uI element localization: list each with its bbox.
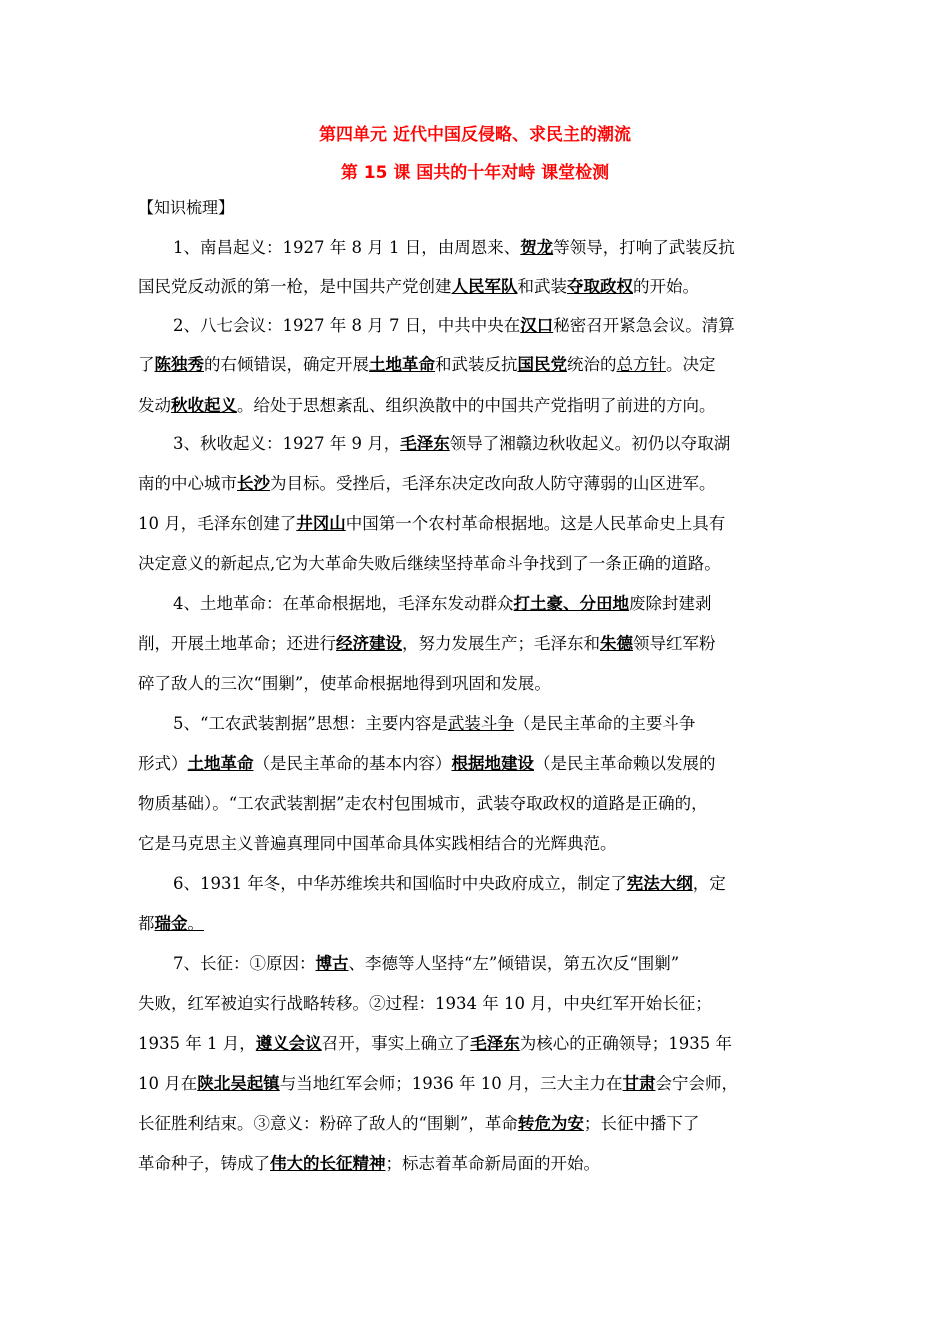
text-line [138,353,716,377]
text-segment: 革命种子，铸成了 [138,1154,270,1173]
text-segment: 2、八七会议：1927 年 8 月 7 日，中共中央在 [173,316,521,335]
answer-keyword: 瑞金 [154,914,188,933]
text-segment: 和武装 [517,277,567,296]
text-segment: 物质基础）。“工农武装割据”走农村包围城市，武装夺取政权的道路是正确的， [138,794,708,813]
text-segment: 统治的 [567,355,617,374]
text-segment: 7、长征：①原因： [173,954,316,973]
text-segment: 碎了敌人的三次“围剿”，使革命根据地得到巩固和发展。 [138,674,551,693]
answer-keyword: 陈独秀 [154,355,204,374]
text-segment: 形式） [138,754,188,773]
text-segment: 的开始。 [633,277,699,296]
answer-keyword: 毛泽东 [400,434,450,453]
text-line [138,552,721,576]
answer-keyword: 根据地建设 [451,754,534,773]
text-segment: 4、土地革命：在革命根据地，毛泽东发动群众 [173,594,514,613]
text-segment: 为目标。受挫后，毛泽东决定改向敌人防守薄弱的山区进军。 [270,474,716,493]
text-line [138,1032,732,1056]
answer-keyword: 人民军队 [451,277,518,296]
answer-keyword: 长沙 [237,474,270,493]
answer-keyword: 伟大的长征精神 [270,1154,386,1173]
text-segment: 会宁会师， [655,1074,738,1093]
text-segment: 、李德等人坚持“左”倾错误，第五次反“围剿” [348,954,680,973]
text-segment: ，努力发展生产；毛泽东和 [402,634,600,653]
text-segment: 和武装反抗 [435,355,518,374]
text-line [138,1072,738,1096]
answer-keyword: 土地革命 [187,754,254,773]
underlined-text: 总方针 [616,355,666,374]
answer-keyword: 夺取政权 [567,277,633,296]
text-segment: 1935 年 1 月， [138,1034,256,1053]
answer-keyword: 经济建设 [336,634,402,653]
answer-keyword: 汉口 [520,316,554,335]
text-segment: 中国第一个农村革命根据地。这是人民革命史上具有 [345,514,726,533]
text-line [138,472,716,496]
text-line [138,752,716,776]
text-segment: 10 月，毛泽东创建了 [138,514,297,533]
text-segment: 。给处于思想紊乱、组织涣散中的中国共产党指明了前进的方向。 [237,396,716,415]
text-segment: 5、“工农武装割据”思想：主要内容是 [173,714,448,733]
text-segment: 它是马克思主义普遍真理同中国革命具体实践相结合的光辉典范。 [138,834,617,853]
text-segment: 决定意义的新起点,它为大革命失败后继续坚持革命斗争找到了一条正确的道路。 [138,554,721,573]
underlined-text: 武装斗争 [447,714,514,733]
section-heading: 【知识梳理】 [138,198,235,217]
text-segment: 长征胜利结束。③意义：粉碎了敌人的“围剿”，革命 [138,1114,518,1133]
text-segment: 发动 [138,396,171,415]
text-segment: 的右倾错误，确定开展 [204,355,369,374]
text-line [138,1152,600,1176]
text-segment: ；标志着革命新局面的开始。 [385,1154,600,1173]
text-line [138,512,725,536]
lesson-title: 第 15 课 国共的十年对峙 课堂检测 [340,163,610,183]
answer-keyword: 打土豪、分田地 [513,594,629,613]
text-segment: 削，开展土地革命；还进行 [138,634,336,653]
text-segment: 等领导，打响了武装反抗 [553,238,735,257]
text-segment: （是民主革命赖以发展的 [534,754,716,773]
answer-keyword: 转危为安 [517,1114,584,1133]
text-segment: 南的中心城市 [138,474,237,493]
text-line [138,275,699,299]
text-segment: 召开，事实上确立了 [321,1034,471,1053]
text-line [138,672,551,696]
answer-keyword: 秋收起义 [171,396,237,415]
answer-keyword: 土地革命 [369,355,435,374]
text-segment: 秘密召开紧急会议。清算 [553,316,735,335]
answer-keyword: 贺龙 [520,238,554,257]
text-segment: 失败，红军被迫实行战略转移。②过程：1934 年 10 月，中央红军开始长征； [138,994,712,1013]
answer-keyword: 朱德 [600,634,633,653]
answer-keyword: 遵义会议 [255,1034,322,1053]
text-line [173,712,695,736]
answer-keyword: 井冈山 [296,514,346,533]
text-line [173,314,735,338]
answer-keyword: 陕北吴起镇 [197,1074,280,1093]
text-segment: 3、秋收起义：1927 年 9 月， [173,434,401,453]
text-line [138,792,708,816]
answer-keyword: 毛泽东 [470,1034,520,1053]
text-line [138,1112,699,1136]
answer-keyword: 博古 [315,954,349,973]
text-line [173,432,730,456]
text-line [173,952,679,976]
text-segment: 国民党反动派的第一枪，是中国共产党创建 [138,277,452,296]
answer-keyword: 国民党 [517,355,567,374]
underlined-text: 。 [187,914,204,933]
unit-title: 第四单元 近代中国反侵略、求民主的潮流 [319,125,631,145]
answer-keyword: 宪法大纲 [626,874,693,893]
text-line [138,832,617,856]
text-segment: ，定 [692,874,726,893]
text-segment: （是民主革命的基本内容） [253,754,452,773]
text-line [138,912,204,936]
text-segment: 10 月在 [138,1074,198,1093]
text-line [173,592,712,616]
text-segment: 与当地红军会师；1936 年 10 月，三大主力在 [279,1074,623,1093]
text-segment: 了 [138,355,155,374]
text-segment: 。决定 [666,355,716,374]
text-segment: 废除封建剥 [629,594,712,613]
text-segment: 为核心的正确领导；1935 年 [519,1034,732,1053]
answer-keyword: 甘肃 [622,1074,656,1093]
text-line [138,992,712,1016]
text-segment: 6、1931 年冬，中华苏维埃共和国临时中央政府成立，制定了 [173,874,627,893]
text-segment: （是民主革命的主要斗争 [513,714,696,733]
text-segment: 都 [138,914,155,933]
text-segment: ；长征中播下了 [583,1114,700,1133]
text-line [173,872,726,896]
text-line [138,632,716,656]
text-line [173,236,735,260]
text-segment: 领导了湘赣边秋收起义。初仍以夺取湖 [449,434,731,453]
text-line [138,394,716,418]
text-segment: 领导红军粉 [633,634,716,653]
text-segment: 1、南昌起义：1927 年 8 月 1 日，由周恩来、 [173,238,521,257]
